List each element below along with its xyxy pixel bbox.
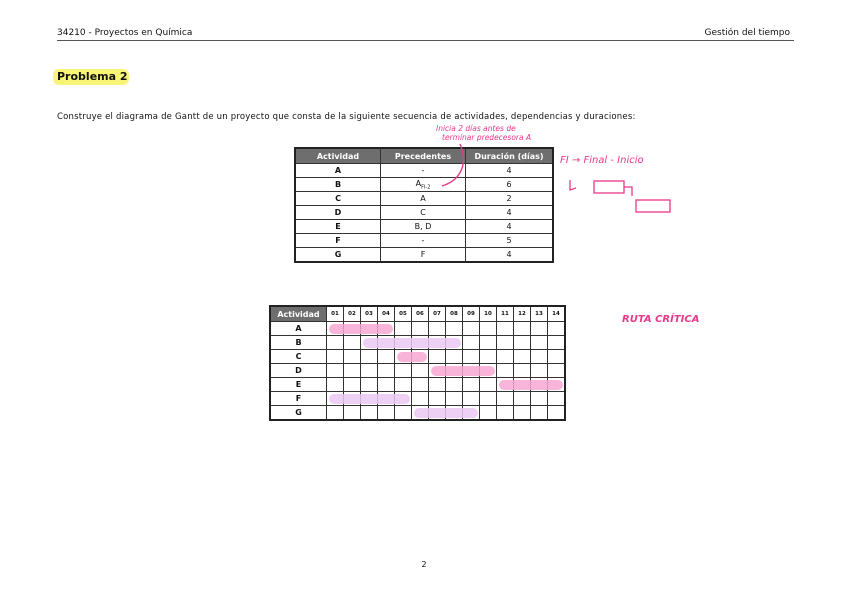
gantt-cell (412, 392, 429, 406)
gantt-cell (361, 378, 378, 392)
gantt-cell (463, 350, 480, 364)
gantt-cell (548, 322, 566, 336)
gantt-cell (429, 378, 446, 392)
week-header: 10 (480, 306, 497, 322)
week-header: 09 (463, 306, 480, 322)
gantt-row-label: B (270, 336, 327, 350)
gantt-cell (531, 350, 548, 364)
gantt-cell (480, 378, 497, 392)
week-header: 12 (514, 306, 531, 322)
gantt-cell (378, 350, 395, 364)
gantt-cell (514, 392, 531, 406)
precedents-cell: - (381, 234, 466, 248)
gantt-cell (548, 350, 566, 364)
gantt-cell (395, 406, 412, 421)
gantt-bar-f (329, 394, 410, 404)
duration-cell: 5 (466, 234, 554, 248)
gantt-cell (327, 364, 344, 378)
gantt-cell (378, 364, 395, 378)
gantt-cell (327, 378, 344, 392)
gantt-bar-c (397, 352, 427, 362)
duration-cell: 4 (466, 206, 554, 220)
gantt-cell (497, 336, 514, 350)
activity-cell: F (295, 234, 381, 248)
week-header: 05 (395, 306, 412, 322)
activity-cell: D (295, 206, 381, 220)
gantt-cell (412, 322, 429, 336)
table-row (295, 234, 553, 248)
precedents-value: A (415, 178, 422, 188)
col-precedents: Precedentes (381, 148, 466, 164)
gantt-row (270, 322, 565, 336)
gantt-cell (446, 350, 463, 364)
col-activity: Actividad (295, 148, 381, 164)
gantt-row-label: D (270, 364, 327, 378)
week-header: 11 (497, 306, 514, 322)
gantt-cell (531, 406, 548, 421)
table-row (295, 192, 553, 206)
gantt-cell (395, 378, 412, 392)
gantt-cell (480, 350, 497, 364)
week-header: 01 (327, 306, 344, 322)
critical-path-label: RUTA CRÍTICA (622, 314, 700, 325)
gantt-cell (480, 322, 497, 336)
gantt-cell (378, 406, 395, 421)
gantt-cell (548, 392, 566, 406)
gantt-row-label: A (270, 322, 327, 336)
gantt-cell (548, 406, 566, 421)
precedents-cell: - (381, 164, 466, 178)
precedents-subscript: FI-2 (421, 184, 431, 191)
dependency-table (294, 147, 554, 263)
gantt-cell (361, 406, 378, 421)
gantt-activity-header: Actividad (270, 306, 327, 322)
note-line-2: terminar predecesora A (442, 133, 532, 142)
dependency-table-header (295, 148, 553, 164)
gantt-cell (446, 392, 463, 406)
gantt-cell (531, 322, 548, 336)
gantt-cell (327, 350, 344, 364)
activity-cell: E (295, 220, 381, 234)
week-header: 04 (378, 306, 395, 322)
gantt-table (269, 305, 566, 421)
gantt-row-label: G (270, 406, 327, 421)
problem-title-block (53, 70, 128, 83)
gantt-bar-e (499, 380, 564, 390)
gantt-cell (463, 322, 480, 336)
gantt-cell (514, 322, 531, 336)
header-section: Gestión del tiempo (704, 28, 790, 38)
week-header: 02 (344, 306, 361, 322)
note-arrow-icon (440, 140, 470, 192)
gantt-cell (514, 364, 531, 378)
gantt-cell (463, 378, 480, 392)
gantt-row (270, 392, 565, 406)
gantt-row-label: F (270, 392, 327, 406)
header-course: 34210 - Proyectos en Química (57, 28, 193, 38)
gantt-cell (344, 378, 361, 392)
gantt-row (270, 364, 565, 378)
gantt-cell (429, 322, 446, 336)
week-header: 06 (412, 306, 429, 322)
gantt-cell (497, 322, 514, 336)
table-row (295, 178, 553, 192)
duration-cell: 4 (466, 248, 554, 263)
activity-cell: C (295, 192, 381, 206)
gantt-bar-a (329, 324, 393, 334)
precedents-cell: F (381, 248, 466, 263)
gantt-cell (480, 406, 497, 421)
activity-cell: B (295, 178, 381, 192)
problem-title: Problema 2 (57, 70, 128, 83)
duration-cell: 4 (466, 220, 554, 234)
duration-cell: 4 (466, 164, 554, 178)
gantt-cell (497, 364, 514, 378)
gantt-cell (548, 364, 566, 378)
week-header: 08 (446, 306, 463, 322)
gantt-cell (497, 350, 514, 364)
page-number: 2 (421, 560, 427, 569)
gantt-cell (480, 336, 497, 350)
precedents-cell: A (381, 192, 466, 206)
gantt-cell (327, 406, 344, 421)
gantt-row-label: C (270, 350, 327, 364)
gantt-cell (327, 336, 344, 350)
gantt-cell (480, 392, 497, 406)
gantt-cell (429, 350, 446, 364)
gantt-cell (514, 350, 531, 364)
gantt-cell (395, 364, 412, 378)
col-duration: Duración (días) (466, 148, 554, 164)
fi-note: FI → Final - Inicio (560, 155, 644, 166)
gantt-cell (378, 378, 395, 392)
gantt-cell (514, 336, 531, 350)
activity-cell: G (295, 248, 381, 263)
gantt-cell (344, 336, 361, 350)
gantt-cell (446, 378, 463, 392)
week-header: 07 (429, 306, 446, 322)
gantt-cell (344, 350, 361, 364)
problem-statement: Construye el diagrama de Gantt de un proyecto que consta de la siguiente secuencia de actividades, dependencias y duraciones: (57, 112, 636, 122)
table-row (295, 220, 553, 234)
gantt-cell (361, 350, 378, 364)
week-header: 14 (548, 306, 566, 322)
gantt-cell (344, 406, 361, 421)
note-line-1: Inicia 2 días antes de (436, 124, 516, 133)
table-row (295, 248, 553, 263)
gantt-bar-g (414, 408, 478, 418)
gantt-cell (463, 336, 480, 350)
gantt-cell (548, 336, 566, 350)
gantt-cell (497, 392, 514, 406)
gantt-cell (361, 364, 378, 378)
gantt-cell (395, 322, 412, 336)
table-row (295, 206, 553, 220)
gantt-cell (429, 392, 446, 406)
week-header: 13 (531, 306, 548, 322)
gantt-cell (531, 364, 548, 378)
duration-cell: 6 (466, 178, 554, 192)
gantt-cell (344, 364, 361, 378)
gantt-cell (446, 322, 463, 336)
gantt-cell (412, 378, 429, 392)
gantt-cell (531, 392, 548, 406)
gantt-cell (497, 406, 514, 421)
gantt-cell (463, 392, 480, 406)
gantt-bar-b (363, 338, 461, 348)
gantt-chart (269, 305, 566, 421)
fi-sketch-icon (566, 176, 676, 218)
activity-cell: A (295, 164, 381, 178)
gantt-header-row (270, 306, 565, 322)
gantt-bar-d (431, 366, 495, 376)
precedents-cell: C (381, 206, 466, 220)
gantt-cell (531, 336, 548, 350)
header-divider (57, 40, 794, 41)
gantt-cell (412, 364, 429, 378)
gantt-row-label: E (270, 378, 327, 392)
duration-cell: 2 (466, 192, 554, 206)
precedents-cell: B, D (381, 220, 466, 234)
gantt-cell (514, 406, 531, 421)
week-header: 03 (361, 306, 378, 322)
table-row (295, 164, 553, 178)
